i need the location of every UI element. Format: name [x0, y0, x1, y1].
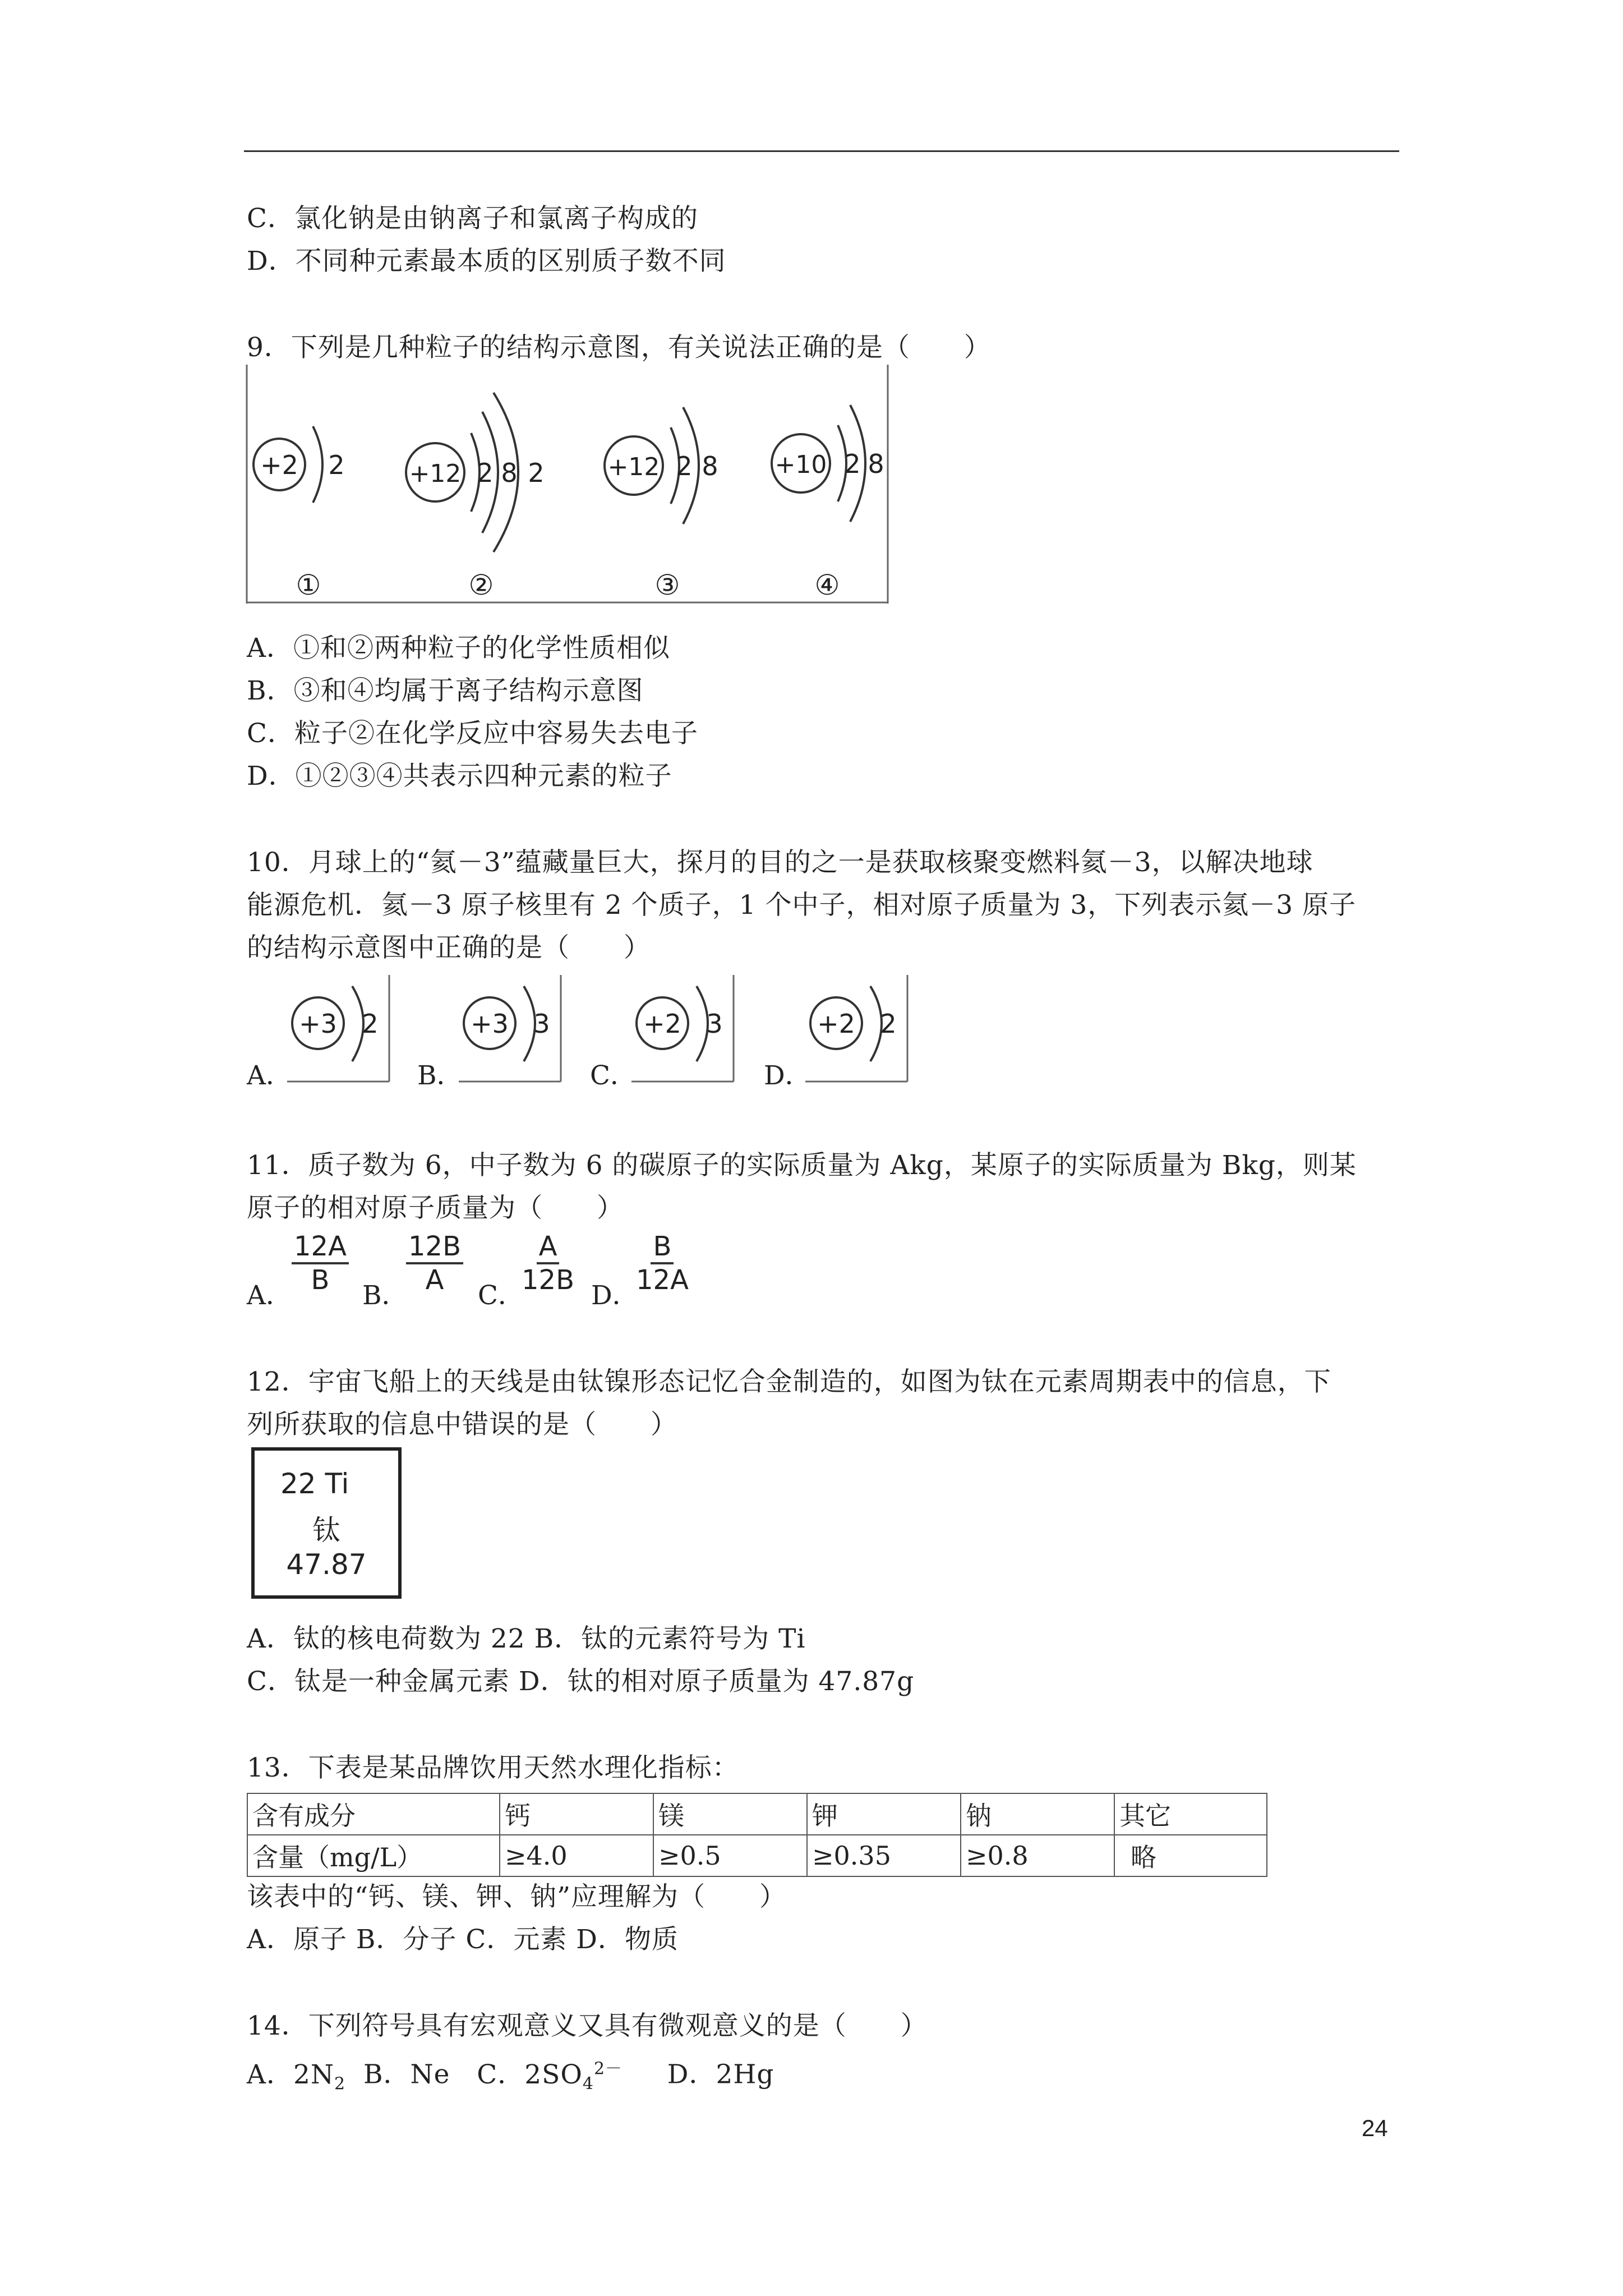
- table-cell: ≥0.35: [807, 1835, 961, 1876]
- nucleus-charge: +12: [607, 453, 660, 481]
- q10-option-d-diagram: [805, 975, 912, 1087]
- table-header-cell: 钾: [807, 1793, 961, 1835]
- q13-question: 该表中的“钙、镁、钾、钠”应理解为（ ）: [247, 1881, 787, 1912]
- atomic-mass: 47.87: [286, 1548, 367, 1581]
- particle-label: ②: [468, 569, 494, 601]
- table-cell: 含量（mg/L）: [247, 1835, 500, 1876]
- q11-option-b-letter: B．: [362, 1280, 408, 1311]
- q9-particle-1: [253, 426, 345, 601]
- table-header-cell: 其它: [1114, 1793, 1267, 1835]
- table-row: [247, 1835, 1267, 1876]
- q10-option-a-letter: A．: [247, 1060, 292, 1091]
- q11-stem-line-2: 原子的相对原子质量为（ ）: [247, 1193, 624, 1223]
- table-cell: ≥4.0: [500, 1835, 653, 1876]
- denominator: B: [311, 1264, 330, 1296]
- q11-option-b-fraction: [406, 1231, 463, 1296]
- table-cell: 略: [1114, 1835, 1267, 1876]
- element-name: 钛: [312, 1514, 340, 1547]
- q12-stem-line-2: 列所获取的信息中错误的是（ ）: [247, 1409, 677, 1440]
- denominator: 12A: [636, 1264, 689, 1296]
- particle-label: ④: [814, 569, 840, 601]
- nucleus-charge: +3: [471, 1009, 509, 1039]
- shell-electrons: 8: [501, 458, 518, 488]
- shell-electrons: 8: [868, 449, 884, 479]
- q10-stem-line-2: 能源危机．氦－3 原子核里有 2 个质子，1 个中子，相对原子质量为 3，下列表示氦－3 原子: [247, 890, 1357, 921]
- q9-particle-3: [605, 407, 718, 601]
- numerator: B: [651, 1231, 674, 1264]
- nucleus-charge: +10: [774, 450, 827, 479]
- q10-option-c-letter: C．: [590, 1060, 637, 1091]
- q11-stem-line-1: 11．质子数为 6，中子数为 6 的碳原子的实际质量为 Akg，某原子的实际质量为 Bkg，则某: [247, 1150, 1357, 1181]
- q9-option-b: B．③和④均属于离子结构示意图: [247, 675, 644, 706]
- nucleus-charge: +3: [299, 1009, 337, 1039]
- q9-particle-2: [406, 393, 545, 601]
- nucleus-charge: +2: [643, 1009, 681, 1039]
- q9-stem: 9．下列是几种粒子的结构示意图，有关说法正确的是（ ）: [247, 332, 991, 363]
- shell-electrons: 2: [880, 1009, 897, 1039]
- table-row: [247, 1793, 1267, 1835]
- q14-option-c: C．$2SO_4^{2-}$: [477, 2059, 623, 2094]
- q9-option-d: D．①②③④共表示四种元素的粒子: [247, 761, 672, 792]
- q10-option-a-diagram: [287, 975, 394, 1087]
- table-header-cell: 钙: [500, 1793, 653, 1835]
- q8-option-d: D．不同种元素最本质的区别质子数不同: [247, 246, 726, 277]
- nucleus-charge: +2: [817, 1009, 855, 1039]
- shell-electrons: 3: [706, 1009, 723, 1039]
- q12-options-line-1: A．钛的核电荷数为 22 B．钛的元素符号为 Ti: [247, 1623, 806, 1654]
- q14-option-b: B．Ne: [363, 2059, 450, 2090]
- shell-electrons: 2: [676, 451, 693, 481]
- particle-label: ①: [296, 569, 321, 601]
- q13-stem: 13．下表是某品牌饮用天然水理化指标：: [247, 1752, 739, 1783]
- q10-option-b-letter: B．: [417, 1060, 463, 1091]
- q11-option-a-letter: A．: [247, 1280, 292, 1311]
- q9-particle-4: [772, 405, 884, 601]
- page-number: 24: [1362, 2115, 1388, 2141]
- shell-electrons: 8: [702, 451, 718, 481]
- q11-option-a-fraction: [292, 1231, 349, 1296]
- shell-electrons: 2: [844, 449, 861, 479]
- table-cell: ≥0.8: [961, 1835, 1114, 1876]
- header-rule: [244, 150, 1399, 152]
- q12-stem-line-1: 12．宇宙飞船上的天线是由钛镍形态记忆合金制造的，如图为钛在元素周期表中的信息，下: [247, 1366, 1331, 1397]
- q14-option-a: A．$2N_2$: [247, 2059, 346, 2094]
- q12-options-line-2: C．钛是一种金属元素 D．钛的相对原子质量为 47.87g: [247, 1666, 915, 1697]
- q10-stem-line-1: 10．月球上的“氦－3”蕴藏量巨大，探月的目的之一是获取核聚变燃料氦－3，以解决地球: [247, 847, 1313, 878]
- shell-electrons: 2: [328, 450, 345, 480]
- q14-options: [247, 2053, 774, 2100]
- q9-option-c: C．粒子②在化学反应中容易失去电子: [247, 718, 698, 749]
- q14-stem: 14．下列符号具有宏观意义又具有微观意义的是（ ）: [247, 2010, 928, 2041]
- q11-option-c-fraction: [522, 1231, 574, 1296]
- shell-electrons: 2: [528, 458, 545, 488]
- q11-option-c-letter: C．: [478, 1280, 524, 1311]
- element-symbol: Ti: [325, 1467, 349, 1500]
- q10-option-b-diagram: [459, 975, 565, 1087]
- nucleus-charge: +2: [260, 450, 298, 480]
- shell-electrons: 2: [362, 1009, 379, 1039]
- shell-electrons: 2: [477, 458, 494, 488]
- table-header-cell: 镁: [653, 1793, 807, 1835]
- numerator: 12B: [406, 1231, 463, 1264]
- q13-options: A．原子 B．分子 C．元素 D．物质: [247, 1924, 679, 1955]
- shell-electrons: 3: [533, 1009, 550, 1039]
- q10-option-c-diagram: [631, 975, 738, 1087]
- titanium-periodic-tile: [251, 1447, 402, 1599]
- q11-option-d-letter: D．: [591, 1280, 639, 1311]
- q10-option-d-letter: D．: [764, 1060, 811, 1091]
- tile-number-symbol: [255, 1467, 398, 1500]
- particle-label: ③: [654, 569, 680, 601]
- table-header-cell: 含有成分: [247, 1793, 500, 1835]
- denominator: A: [425, 1264, 444, 1296]
- q10-stem-line-3: 的结构示意图中正确的是（ ）: [247, 932, 651, 963]
- table-header-cell: 钠: [961, 1793, 1114, 1835]
- table-cell: ≥0.5: [653, 1835, 807, 1876]
- q14-option-d: D．2Hg: [667, 2059, 774, 2090]
- q9-option-a: A．①和②两种粒子的化学性质相似: [247, 633, 670, 664]
- atomic-number: 22: [280, 1467, 316, 1500]
- numerator: 12A: [292, 1231, 349, 1264]
- q11-option-d-fraction: [636, 1231, 689, 1296]
- numerator: A: [537, 1231, 560, 1264]
- nucleus-charge: +12: [409, 459, 462, 488]
- denominator: 12B: [522, 1264, 575, 1296]
- q9-atomic-structure-figure: [247, 365, 889, 605]
- q13-water-index-table: [247, 1793, 1267, 1877]
- q8-option-c: C．氯化钠是由钠离子和氯离子构成的: [247, 203, 698, 234]
